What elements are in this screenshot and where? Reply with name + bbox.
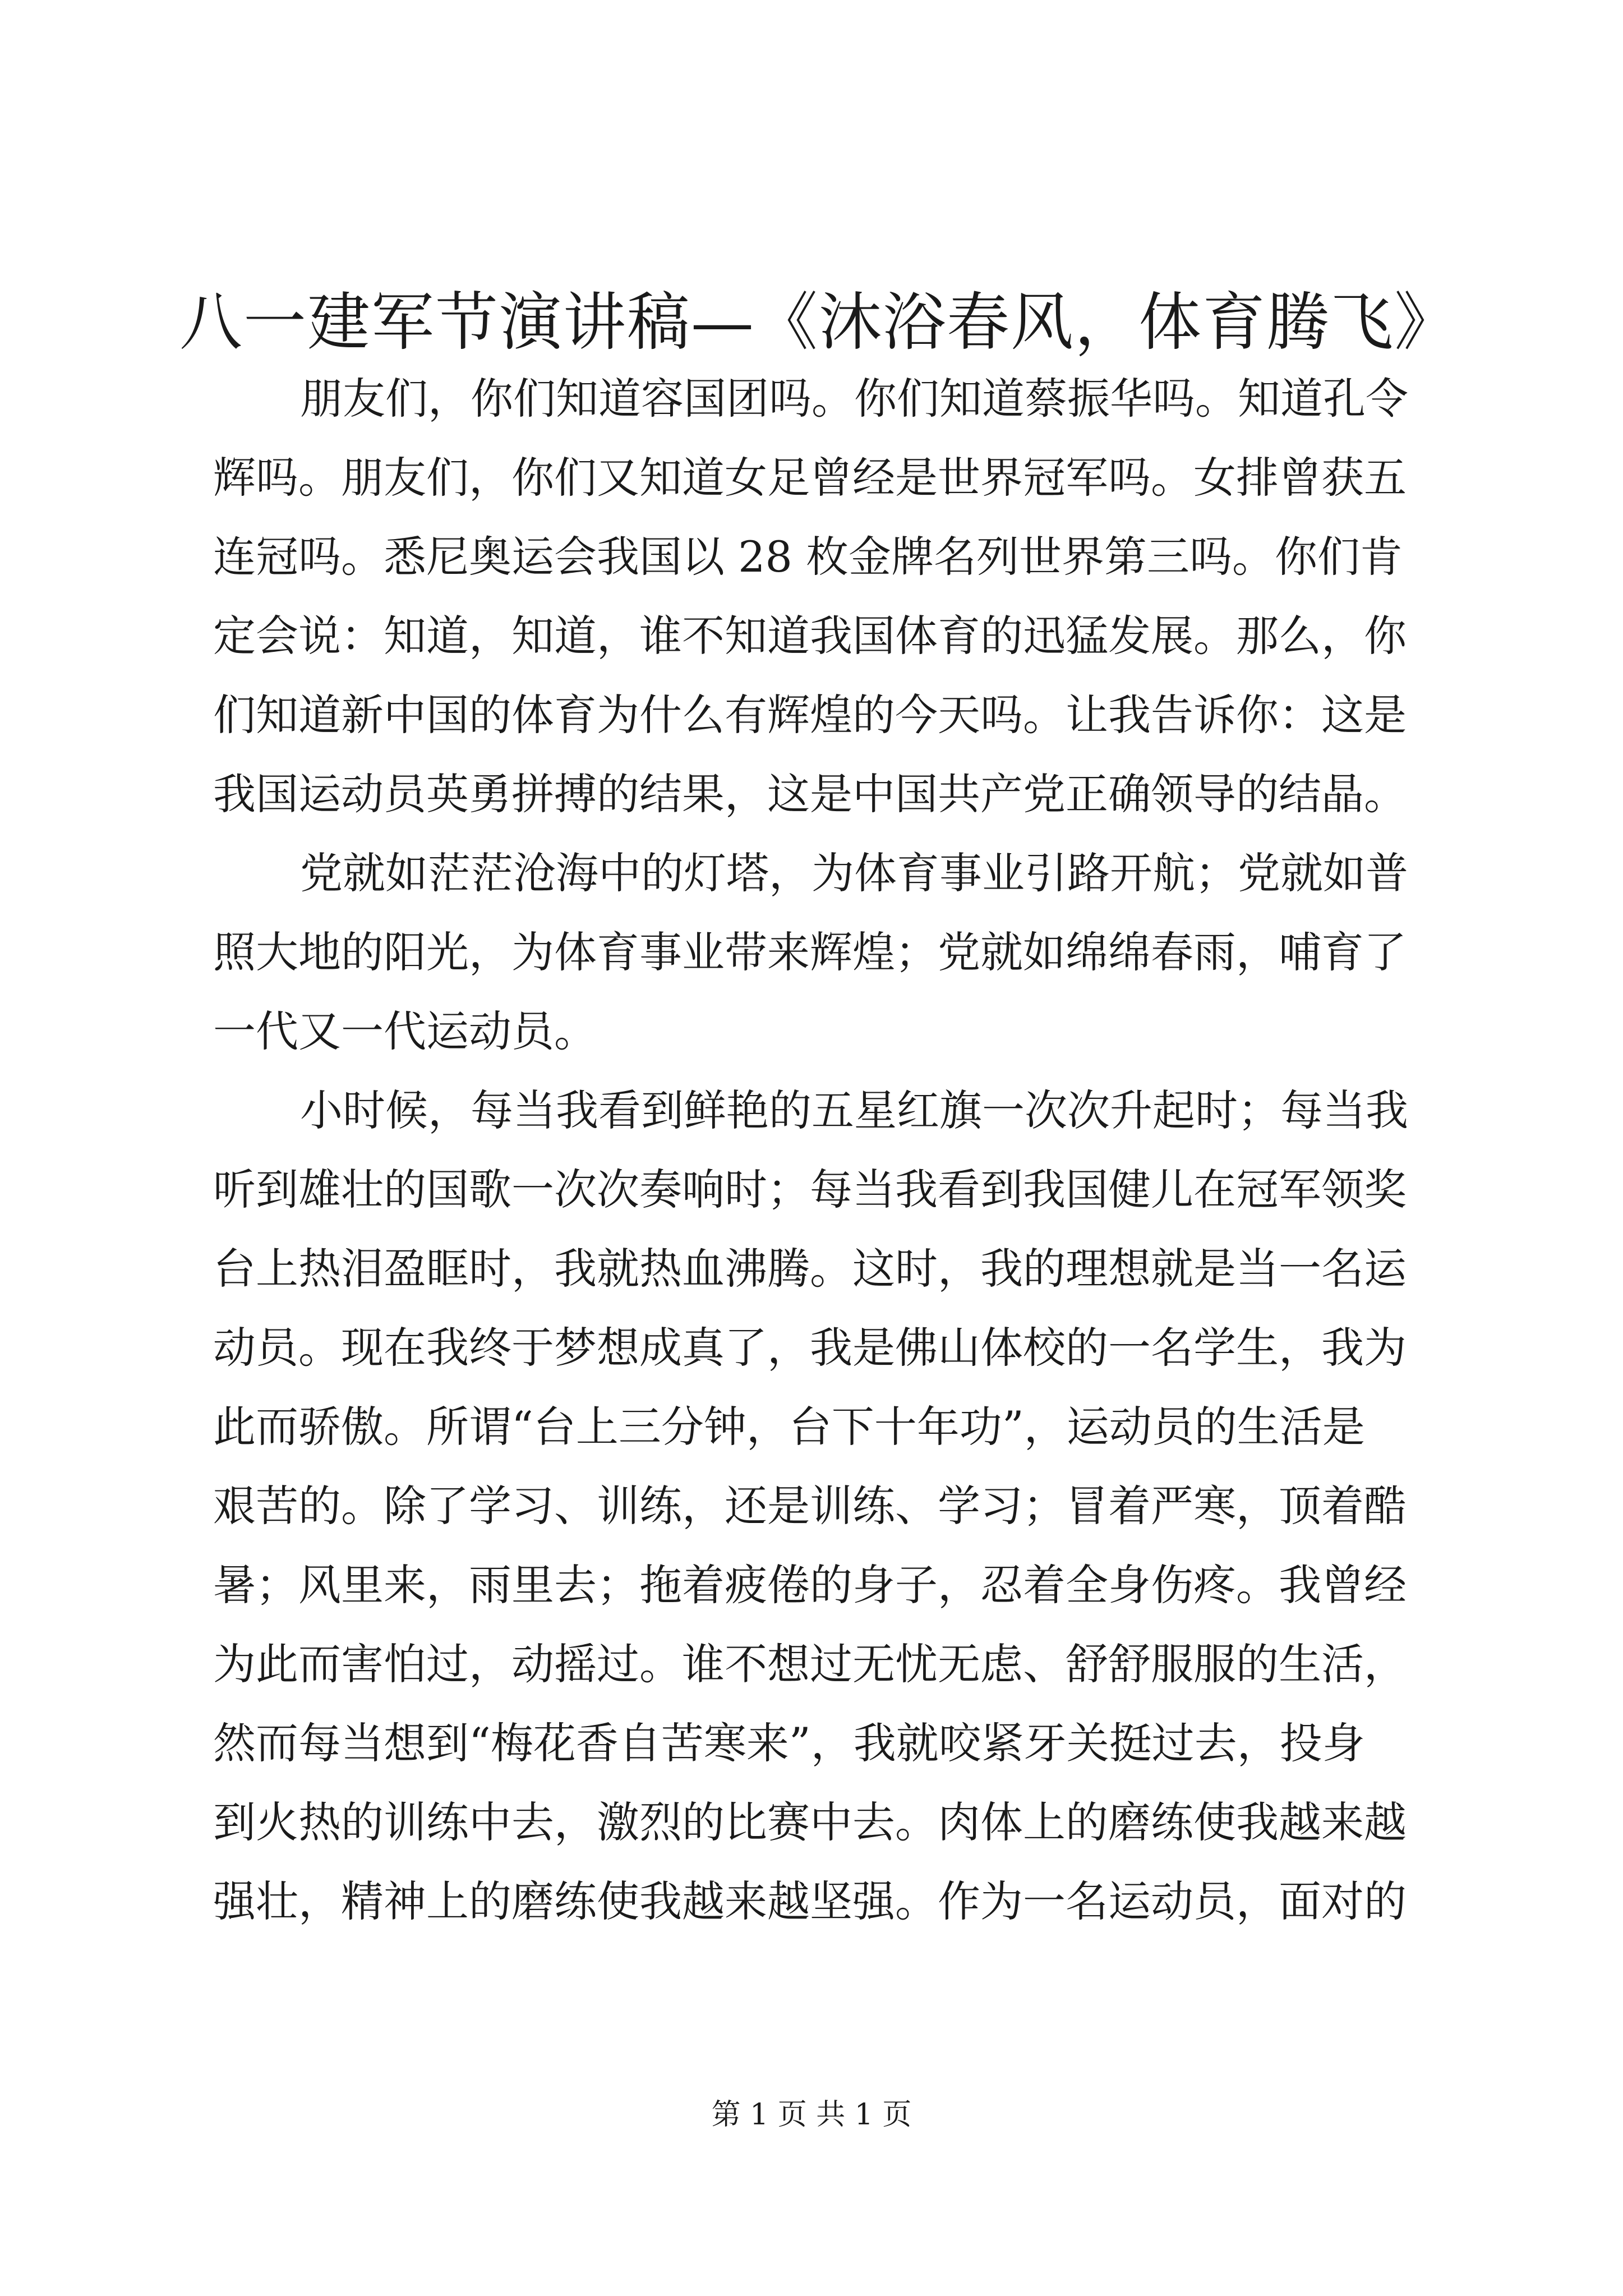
paragraph-2-line: 照大地的阳光，为体育事业带来辉煌；党就如绵绵春雨，哺育了 [213, 927, 1407, 977]
paragraph-1-line: 辉吗。朋友们，你们又知道女足曾经是世界冠军吗。女排曾获五 [213, 453, 1407, 503]
paragraph-1-line: 们知道新中国的体育为什么有辉煌的今天吗。让我告诉你：这是 [213, 690, 1407, 740]
paragraph-3-line: 到火热的训练中去，激烈的比赛中去。肉体上的磨练使我越来越 [213, 1797, 1407, 1847]
document-title: 八一建军节演讲稿—《沐浴春风，体育腾飞》 [179, 286, 1458, 359]
paragraph-3-line: 动员。现在我终于梦想成真了，我是佛山体校的一名学生，我为 [213, 1323, 1407, 1373]
paragraph-3-line: 此而骄傲。所谓“台上三分钟，台下十年功”，运动员的生活是 [213, 1402, 1365, 1452]
page-number-footer: 第 1 页 共 1 页 [711, 2098, 912, 2132]
paragraph-3-line: 听到雄壮的国歌一次次奏响时；每当我看到我国健儿在冠军领奖 [213, 1165, 1407, 1214]
paragraph-2-line: 一代又一代运动员。 [213, 1006, 597, 1056]
paragraph-3-line: 艰苦的。除了学习、训练，还是训练、学习；冒着严寒，顶着酷 [213, 1481, 1407, 1531]
paragraph-3-line: 强壮，精神上的磨练使我越来越坚强。作为一名运动员，面对的 [213, 1876, 1407, 1926]
paragraph-3-line: 台上热泪盈眶时，我就热血沸腾。这时，我的理想就是当一名运 [213, 1244, 1407, 1294]
paragraph-1-line: 朋友们，你们知道容国团吗。你们知道蔡振华吗。知道孔令 [300, 374, 1408, 424]
paragraph-3-line: 小时候，每当我看到鲜艳的五星红旗一次次升起时；每当我 [300, 1085, 1408, 1135]
paragraph-3-line: 为此而害怕过，动摇过。谁不想过无忧无虑、舒舒服服的生活， [213, 1639, 1407, 1689]
document-body [213, 359, 1419, 1941]
paragraph-1-line: 我国运动员英勇拼搏的结果，这是中国共产党正确领导的结晶。 [213, 769, 1407, 819]
paragraph-3-line: 然而每当想到“梅花香自苦寒来”，我就咬紧牙关挺过去，投身 [213, 1718, 1365, 1768]
paragraph-1-line: 定会说：知道，知道，谁不知道我国体育的迅猛发展。那么，你 [213, 611, 1407, 661]
paragraph-3-line: 暑；风里来，雨里去；拖着疲倦的身子，忍着全身伤疼。我曾经 [213, 1560, 1407, 1610]
paragraph-2-line: 党就如茫茫沧海中的灯塔，为体育事业引路开航；党就如普 [300, 848, 1408, 898]
paragraph-1-line: 连冠吗。悉尼奥运会我国以 28 枚金牌名列世界第三吗。你们肯 [213, 532, 1403, 582]
